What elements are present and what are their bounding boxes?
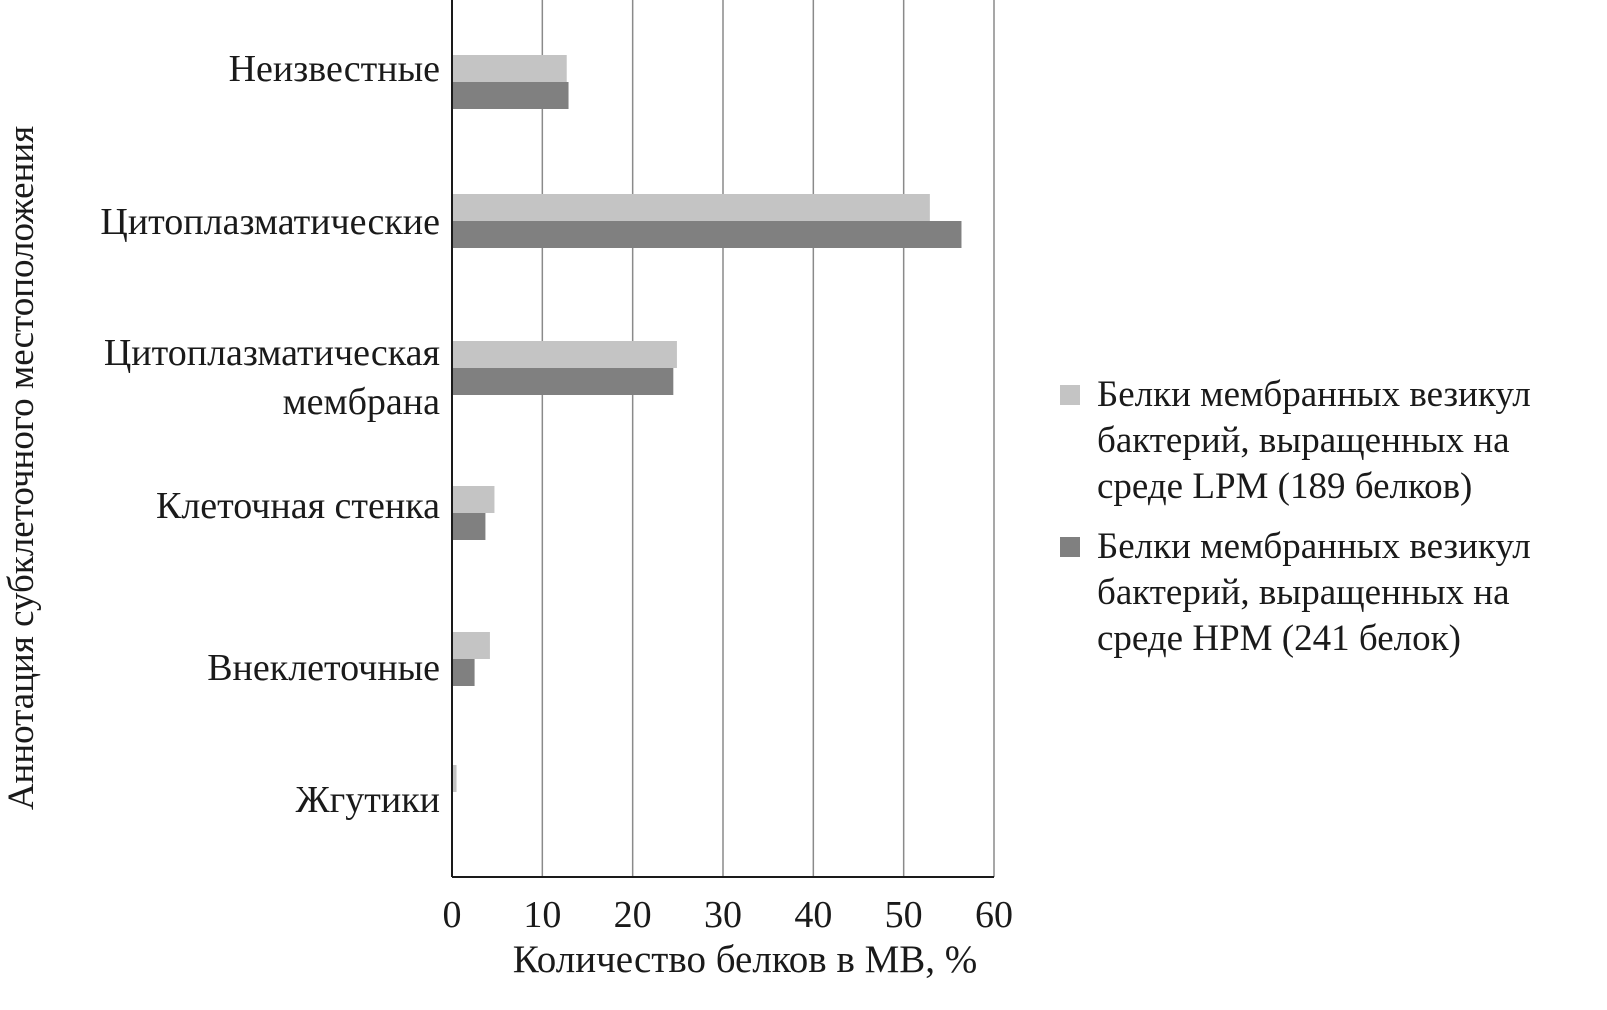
bar-lpm-4 bbox=[452, 632, 490, 659]
legend-label-lpm: Белки мембранных везикул бактерий, выращенных на среде LPM (189 белков) bbox=[1097, 374, 1531, 507]
x-tick-20: 20 bbox=[613, 894, 652, 936]
legend-label-hpm: Белки мембранных везикул бактерий, выращенных на среде HPM (241 белок) bbox=[1097, 526, 1531, 659]
x-tick-10: 10 bbox=[523, 894, 562, 936]
bar-lpm-2 bbox=[452, 341, 677, 368]
bar-hpm-1 bbox=[452, 221, 961, 248]
bar-lpm-0 bbox=[452, 55, 567, 82]
legend-item-hpm bbox=[1060, 524, 1600, 662]
category-label-2-line1: мембрана bbox=[282, 381, 440, 423]
bar-lpm-1 bbox=[452, 194, 930, 221]
category-label-3: Клеточная стенка bbox=[155, 485, 440, 527]
category-label-1: Цитоплазматические bbox=[100, 201, 440, 243]
x-axis-label: Количество белков в МВ, % bbox=[512, 938, 978, 981]
bar-hpm-4 bbox=[452, 659, 475, 686]
gridlines bbox=[542, 0, 994, 877]
x-tick-60: 60 bbox=[975, 894, 1013, 936]
legend-swatch-lpm bbox=[1060, 385, 1080, 405]
legend-swatch-hpm bbox=[1060, 537, 1080, 557]
category-label-5: Жгутики bbox=[295, 779, 440, 821]
x-tick-0: 0 bbox=[442, 894, 462, 936]
legend-item-lpm bbox=[1060, 372, 1600, 510]
bar-hpm-3 bbox=[452, 513, 485, 540]
x-tick-50: 50 bbox=[884, 894, 923, 936]
bar-hpm-2 bbox=[452, 368, 673, 395]
category-label-4: Внеклеточные bbox=[207, 647, 440, 689]
legend bbox=[1060, 372, 1600, 676]
x-tick-30: 30 bbox=[704, 894, 742, 936]
bars bbox=[452, 55, 961, 792]
bar-hpm-0 bbox=[452, 82, 569, 109]
x-tick-40: 40 bbox=[794, 894, 833, 936]
category-label-2-line0: Цитоплазматическая bbox=[103, 332, 440, 374]
x-tick-labels bbox=[443, 894, 1014, 936]
category-label-0: Неизвестные bbox=[228, 48, 440, 90]
category-labels bbox=[100, 48, 440, 821]
bar-lpm-3 bbox=[452, 486, 494, 513]
y-axis-label: Аннотация субклеточного местоположения bbox=[1, 125, 42, 811]
